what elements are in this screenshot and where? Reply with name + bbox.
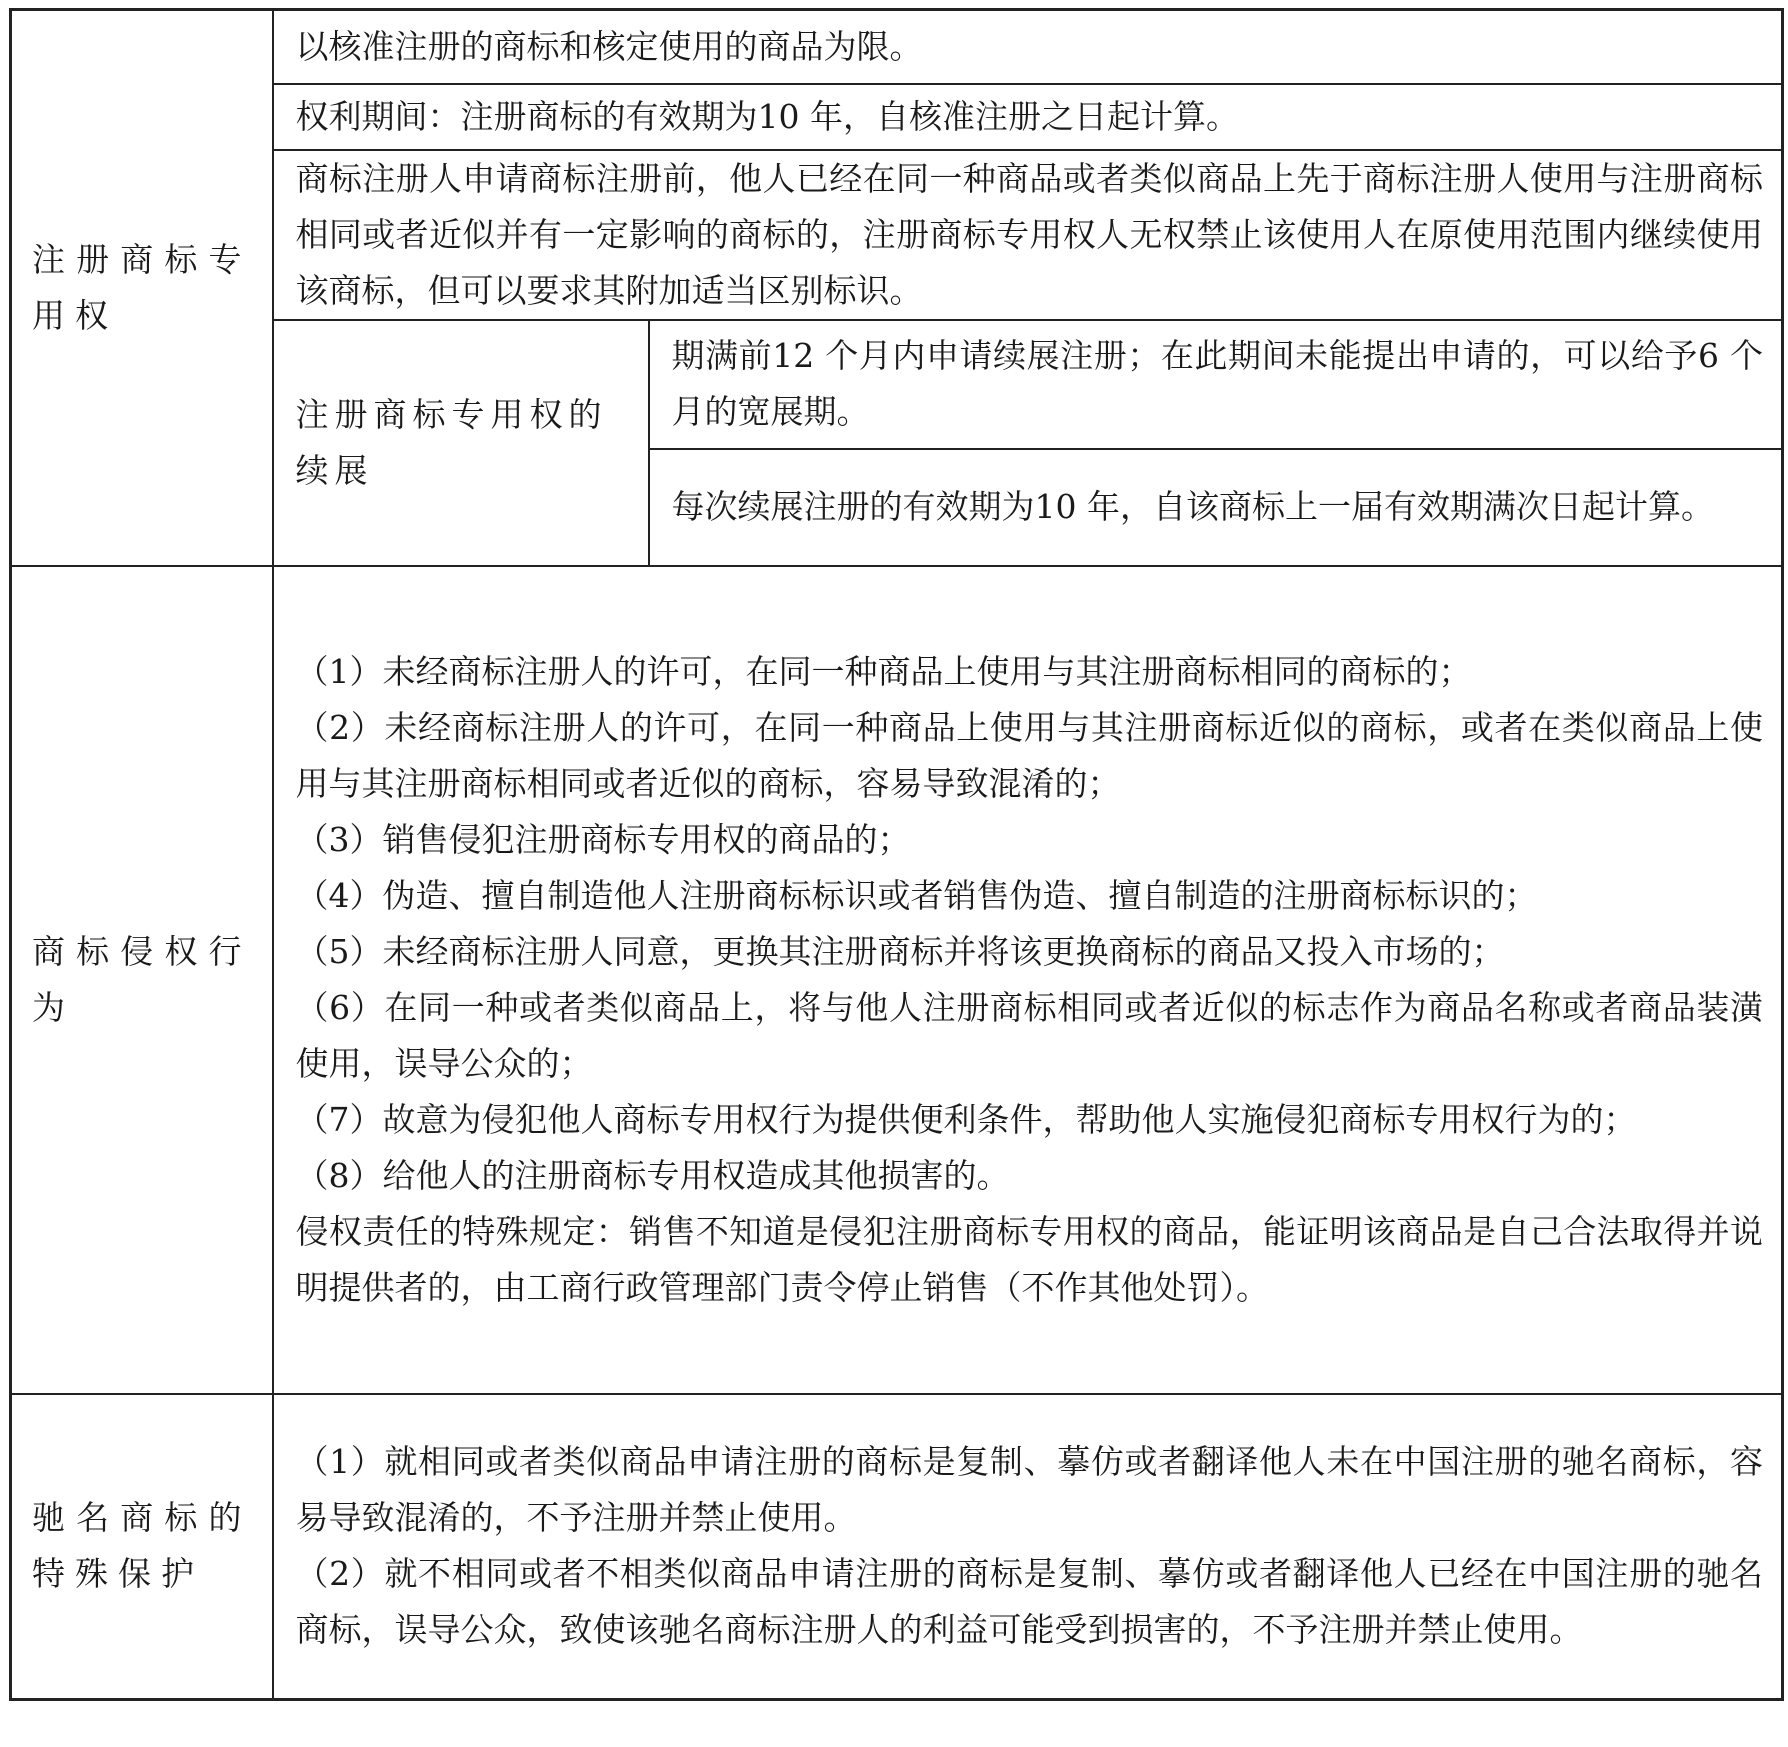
category-infringement: 商标侵权行为 (11, 566, 273, 1394)
infringement-special-rule: 侵权责任的特殊规定：销售不知道是侵犯注册商标专用权的商品，能证明该商品是自己合法取得并说明提供者的，由工商行政管理部门责令停止销售（不作其他处罚）。 (295, 1211, 1763, 1307)
cell-infringement (273, 566, 1783, 1394)
row-term (11, 84, 1783, 150)
infringement-item-5: （5）未经商标注册人同意，更换其注册商标并将该更换商标的商品又投入市场的； (295, 931, 1505, 971)
infringement-item-1: （1）未经商标注册人的许可，在同一种商品上使用与其注册商标相同的商标的； (295, 651, 1472, 691)
cell-scope: 以核准注册的商标和核定使用的商品为限。 (273, 10, 1783, 84)
cell-prior-use: 商标注册人申请商标注册前，他人已经在同一种商品或者类似商品上先于商标注册人使用与注册商标相同或者近似并有一定影响的商标的，注册商标专用权人无权禁止该使用人在原使用范围内继续使用该商标，但可以要求其附加适当区别标识。 (273, 150, 1783, 320)
infringement-item-7: （7）故意为侵犯他人商标专用权行为提供便利条件，帮助他人实施侵犯商标专用权行为的； (295, 1099, 1637, 1139)
infringement-item-8: （8）给他人的注册商标专用权造成其他损害的。 (295, 1155, 1010, 1195)
row-infringement (11, 566, 1783, 1394)
row-well-known (11, 1394, 1783, 1700)
row-prior-use (11, 150, 1783, 320)
infringement-item-3: （3）销售侵犯注册商标专用权的商品的； (295, 819, 911, 859)
infringement-item-6: （6）在同一种或者类似商品上，将与他人注册商标相同或者近似的标志作为商品名称或者商品装潢使用，误导公众的； (295, 987, 1763, 1083)
infringement-item-4: （4）伪造、擅自制造他人注册商标标识或者销售伪造、擅自制造的注册商标标识的； (295, 875, 1538, 915)
renewal-label: 注册商标专用权的续展 (273, 320, 649, 566)
well-known-item-1: （1）就相同或者类似商品申请注册的商标是复制、摹仿或者翻译他人未在中国注册的驰名商标，容易导致混淆的，不予注册并禁止使用。 (295, 1442, 1763, 1538)
category-exclusive-right: 注册商标专用权 (11, 10, 273, 566)
well-known-item-2: （2）就不相同或者不相类似商品申请注册的商标是复制、摹仿或者翻译他人已经在中国注册的驰名商标，误导公众，致使该驰名商标注册人的利益可能受到损害的，不予注册并禁止使用。 (295, 1554, 1763, 1650)
infringement-item-2: （2）未经商标注册人的许可，在同一种商品上使用与其注册商标近似的商标，或者在类似商品上使用与其注册商标相同或者近似的商标，容易导致混淆的； (295, 707, 1763, 803)
cell-term: 权利期间：注册商标的有效期为10 年，自核准注册之日起计算。 (273, 84, 1783, 150)
cell-renewal-1: 期满前12 个月内申请续展注册；在此期间未能提出申请的，可以给予6 个月的宽展期。 (649, 320, 1783, 449)
row-renewal-1 (11, 320, 1783, 449)
category-well-known: 驰名商标的特殊保护 (11, 1394, 273, 1700)
trademark-law-table (9, 8, 1784, 1701)
cell-renewal-2: 每次续展注册的有效期为10 年，自该商标上一届有效期满次日起计算。 (649, 449, 1783, 566)
cell-well-known (273, 1394, 1783, 1700)
row-scope (11, 10, 1783, 84)
